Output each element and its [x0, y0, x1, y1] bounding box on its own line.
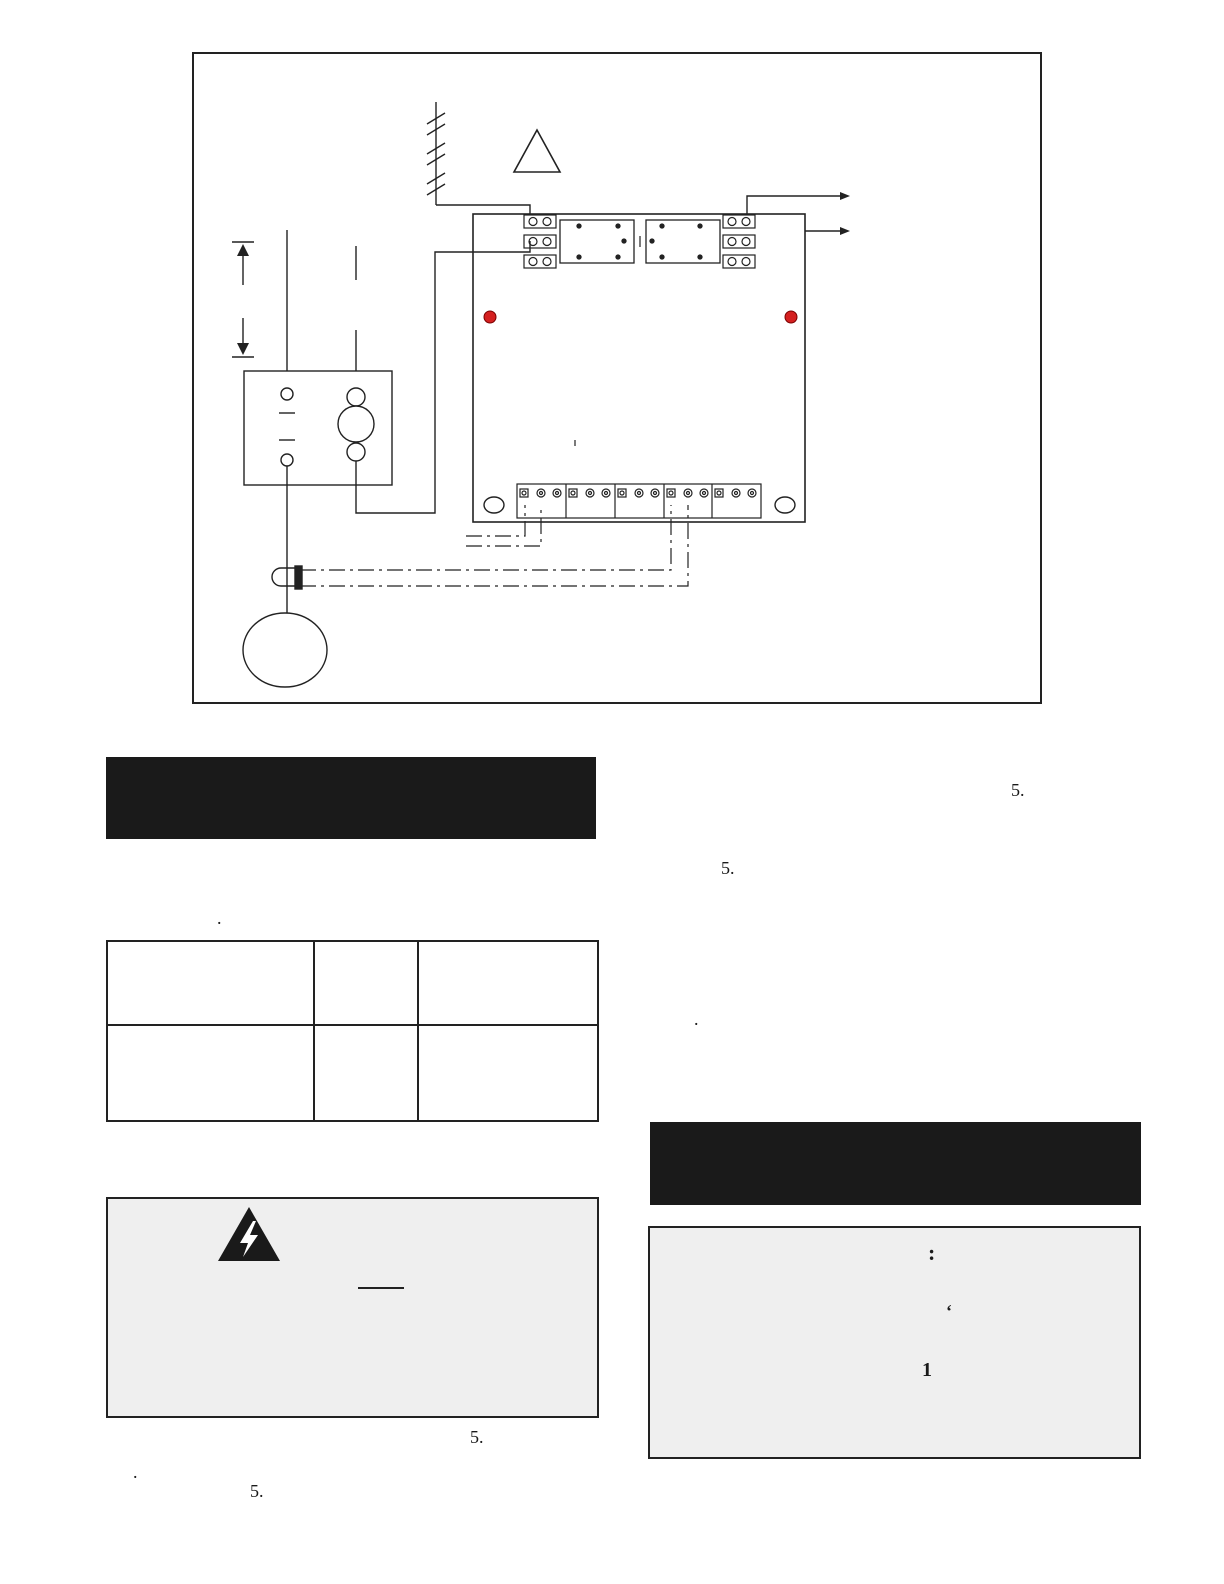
- warning-notice-box: [106, 1197, 599, 1418]
- notice-colon: :: [928, 1240, 936, 1265]
- section-header-band-left: [106, 757, 596, 839]
- page-ref: 5.: [1011, 780, 1025, 800]
- text-fragment-dot: .: [133, 1462, 138, 1482]
- indicator-led-left: [484, 311, 496, 323]
- terminal-block-right: [723, 215, 755, 268]
- wiring-diagram: [0, 0, 1224, 720]
- indicator-led-right: [785, 311, 797, 323]
- terminal-block-left: [524, 215, 556, 268]
- text-fragment-dot: .: [217, 908, 222, 928]
- section-header-band-right: [650, 1122, 1141, 1205]
- text-fragment-dot: .: [694, 1009, 699, 1029]
- supply-line: [427, 102, 530, 216]
- notice-tick-mark: ‘: [946, 1301, 952, 1321]
- table-col-divider-2: [417, 942, 419, 1120]
- float-sensor: [243, 466, 327, 687]
- terminal-strip-bottom: [517, 484, 761, 518]
- page-ref: 5.: [470, 1427, 484, 1447]
- height-dimension-arrow: [232, 242, 254, 357]
- underline-rule: [358, 1287, 404, 1289]
- page-ref: 5.: [250, 1481, 264, 1501]
- notice-number: 1: [922, 1359, 932, 1381]
- caution-triangle-icon: [514, 130, 560, 172]
- page-ref: 5.: [721, 858, 735, 878]
- relay-1: [560, 220, 634, 263]
- table-row-divider: [108, 1024, 597, 1026]
- important-notice-box: [648, 1226, 1141, 1459]
- table-col-divider-1: [313, 942, 315, 1120]
- electrical-hazard-icon: [216, 1205, 282, 1263]
- spec-table: [106, 940, 599, 1122]
- relay-2: [646, 220, 720, 263]
- device-box: [244, 371, 392, 485]
